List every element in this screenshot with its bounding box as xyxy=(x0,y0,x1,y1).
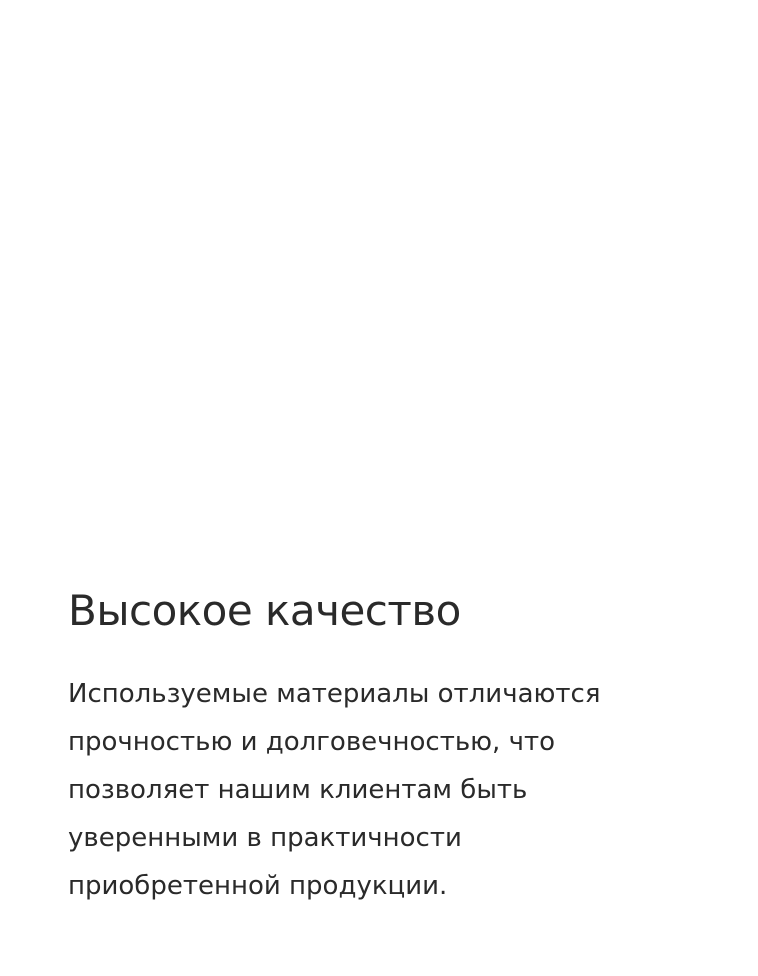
feature-description-line: позволяет нашим клиентам быть xyxy=(68,775,528,805)
feature-description-line: Используемые материалы отличаются xyxy=(68,679,601,709)
feature-description-line: прочностью и долговечностью, что xyxy=(68,727,556,757)
feature-description-line: уверенными в практичности xyxy=(68,823,462,853)
feature-description xyxy=(68,670,688,910)
feature-description-line: приобретенной продукции. xyxy=(68,871,448,901)
feature-block xyxy=(68,582,688,910)
feature-title: Высокое качество xyxy=(68,586,461,635)
